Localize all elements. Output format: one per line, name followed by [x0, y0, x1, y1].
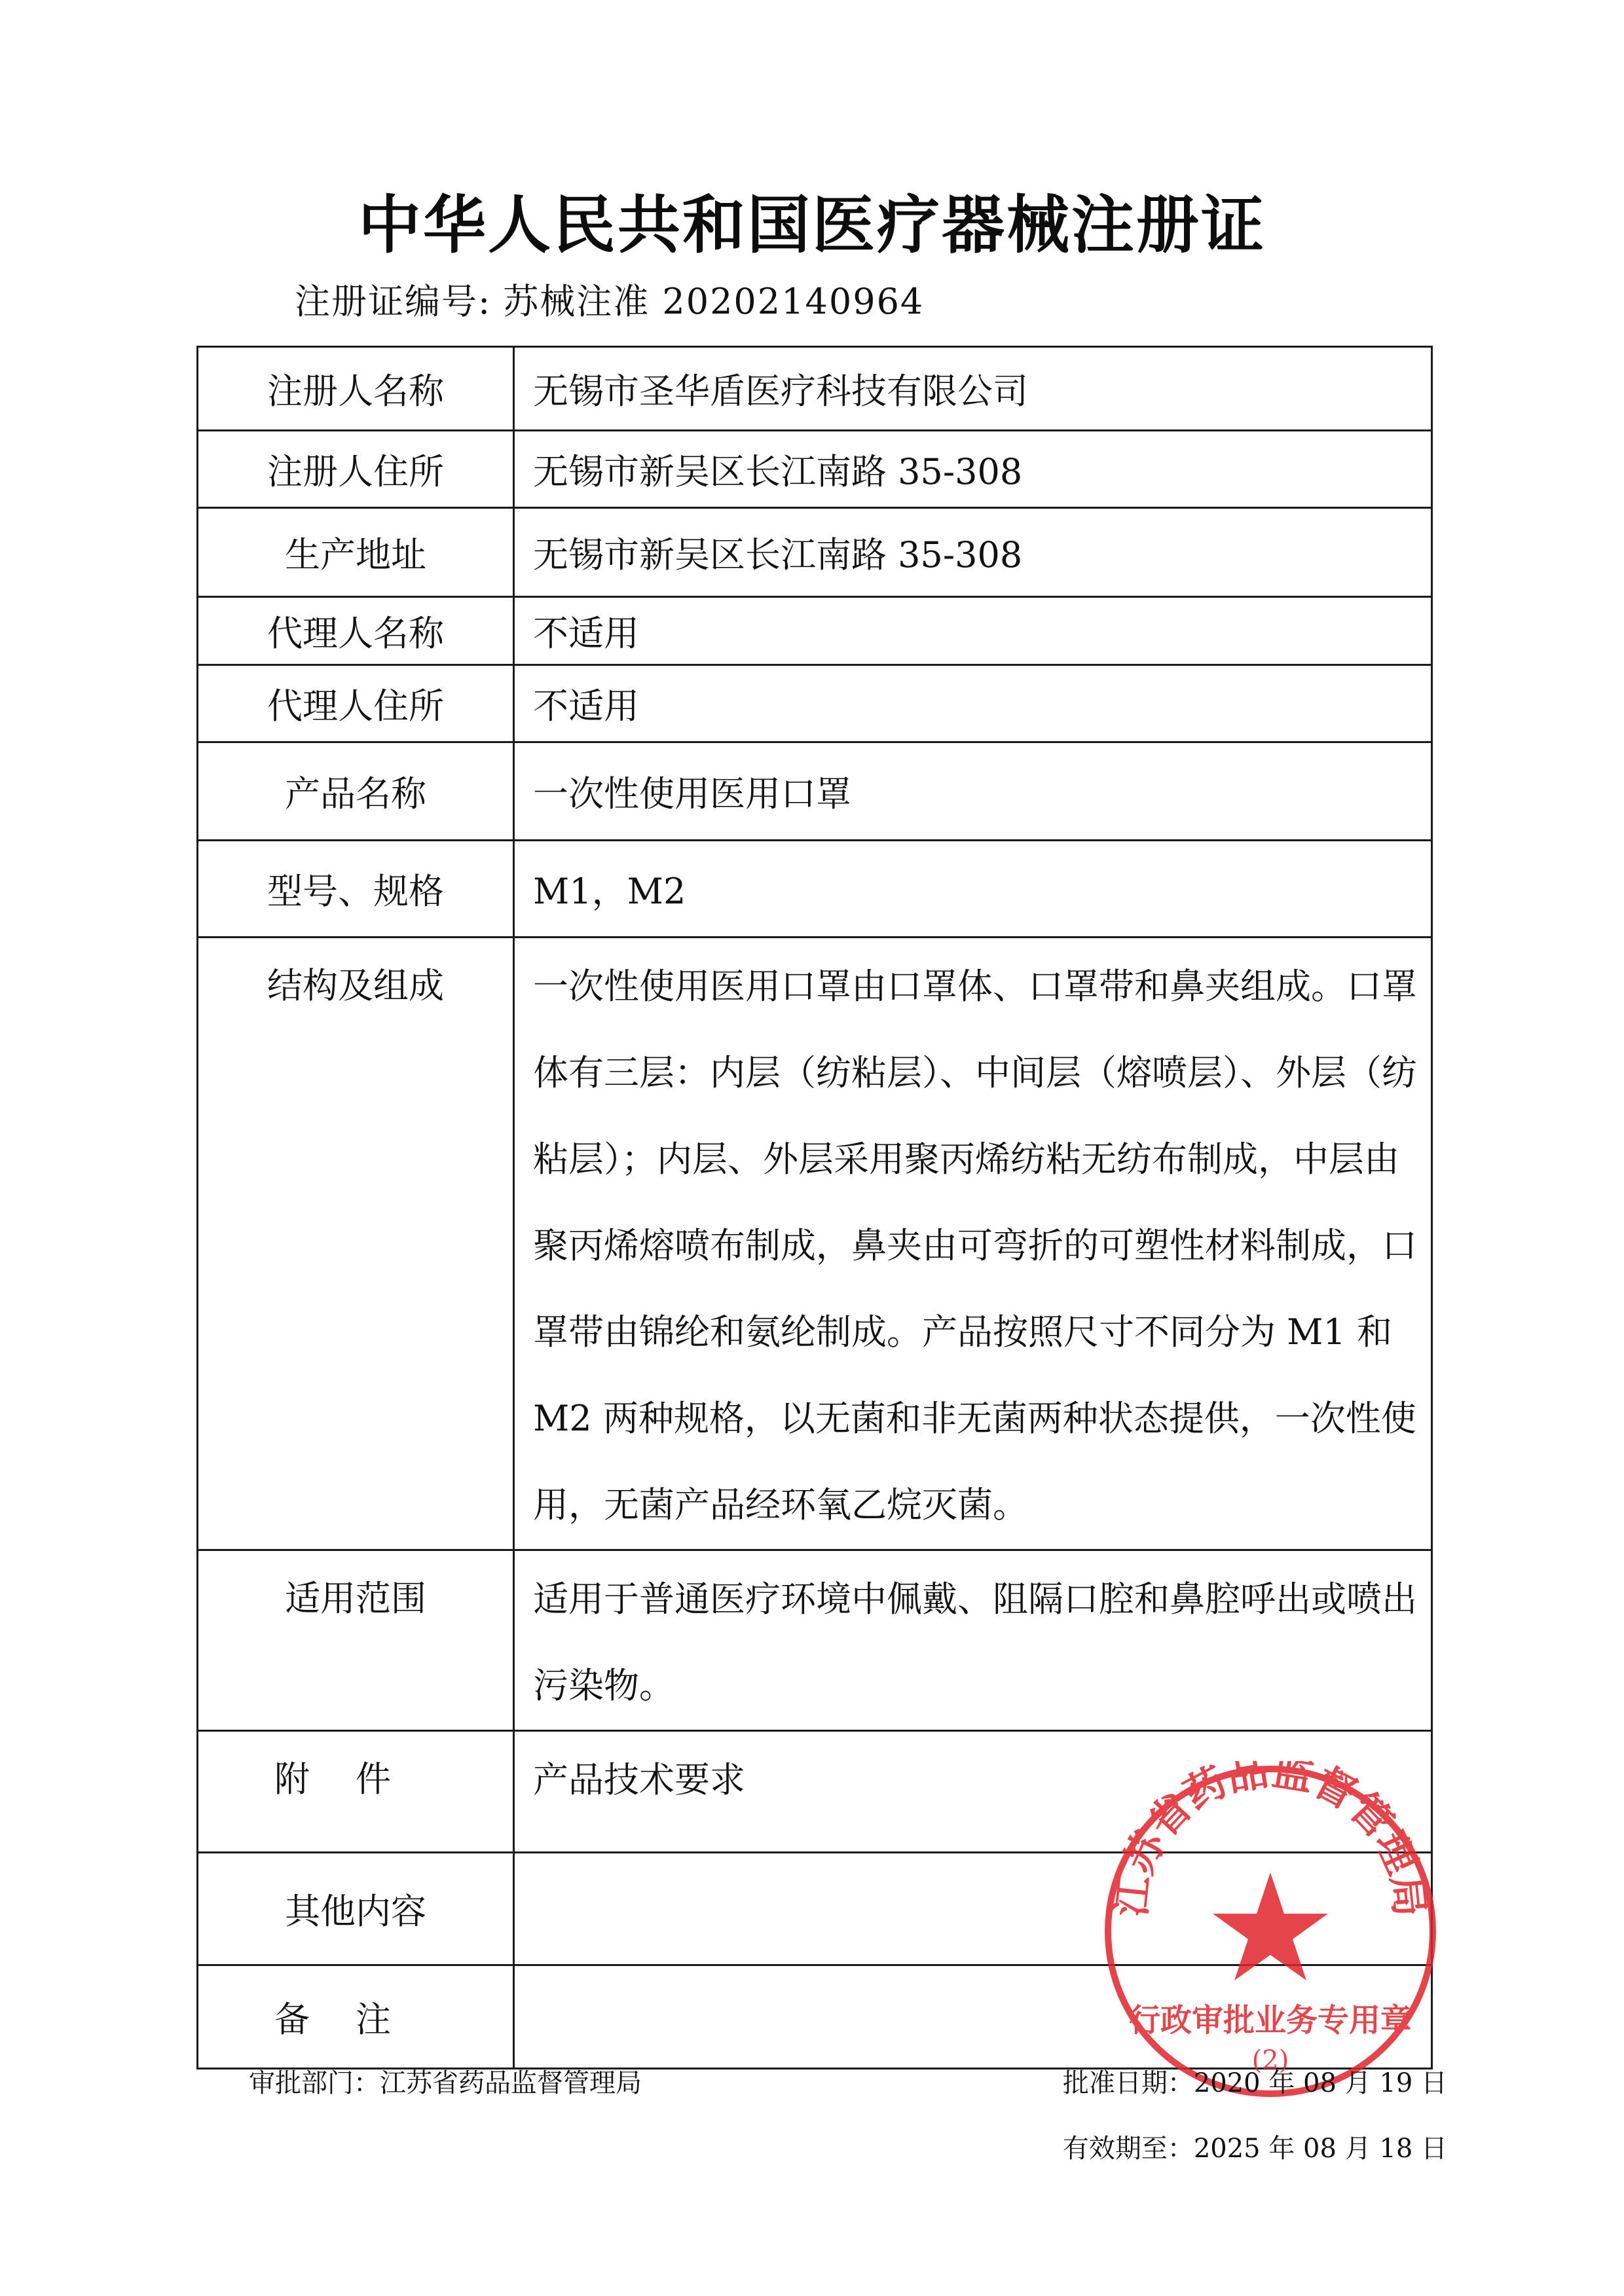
certificate-title: 中华人民共和国医疗器械注册证 — [358, 188, 1266, 262]
row-value: M1，M2 — [514, 841, 1432, 938]
table-row — [198, 1550, 1432, 1731]
row-value: 不适用 — [514, 665, 1432, 742]
official-seal — [1100, 1761, 1441, 2102]
row-label: 其他内容 — [198, 1853, 514, 1965]
approval-department: 审批部门：江苏省药品监督管理局 — [249, 2068, 642, 2098]
table-row — [198, 431, 1432, 508]
table-row — [198, 508, 1432, 597]
row-value: 无锡市新吴区长江南路 35-308 — [514, 508, 1432, 597]
svg-text:(2): (2) — [1251, 2045, 1289, 2075]
table-row — [198, 347, 1432, 431]
row-label: 结构及组成 — [198, 938, 514, 1550]
registration-number-label: 注册证编号: — [295, 281, 492, 322]
row-label: 备注 — [198, 1965, 514, 2069]
table-row — [198, 841, 1432, 938]
row-label: 代理人住所 — [198, 665, 514, 742]
row-value: 产品技术要求 — [514, 1731, 1432, 1853]
row-label: 型号、规格 — [198, 841, 514, 938]
row-label: 适用范围 — [198, 1550, 514, 1731]
svg-text:行政审批业务专用章: 行政审批业务专用章 — [1128, 2002, 1412, 2039]
table-row — [198, 742, 1432, 841]
svg-text:江苏省药品监督管理局: 江苏省药品监督管理局 — [1107, 1761, 1434, 1919]
row-value: 一次性使用医用口罩由口罩体、口罩带和鼻夹组成。口罩体有三层：内层（纺粘层）、中间层（熔喷层）、外层（纺粘层）；内层、外层采用聚丙烯纺粘无纺布制成，中层由聚丙烯熔喷布制成，鼻夹由可弯折的可塑性材料制成，口罩带由锦纶和氨纶制成。产品按照尺寸不同分为 M1 和 M2 两种规格，以无菌和非无菌两种状态提供，一次性使用，无菌产品经环氧乙烷灭菌。 — [514, 938, 1432, 1550]
row-label: 注册人住所 — [198, 431, 514, 508]
approval-date: 批准日期：2020 年 08 月 19 日 — [1062, 2068, 1447, 2098]
registration-number-line — [295, 274, 924, 324]
table-row — [198, 938, 1432, 1550]
row-value: 不适用 — [514, 597, 1432, 665]
table-row — [198, 597, 1432, 665]
row-label: 产品名称 — [198, 742, 514, 841]
row-label: 生产地址 — [198, 508, 514, 597]
row-value: 无锡市新吴区长江南路 35-308 — [514, 431, 1432, 508]
row-value: 一次性使用医用口罩 — [514, 742, 1432, 841]
registration-number-value: 苏械注准 20202140964 — [503, 281, 925, 322]
row-label: 代理人名称 — [198, 597, 514, 665]
row-value: 无锡市圣华盾医疗科技有限公司 — [514, 347, 1432, 431]
row-label: 附件 — [198, 1731, 514, 1853]
row-label: 注册人名称 — [198, 347, 514, 431]
valid-until: 有效期至：2025 年 08 月 18 日 — [1062, 2134, 1447, 2164]
row-value: 适用于普通医疗环境中佩戴、阻隔口腔和鼻腔呼出或喷出污染物。 — [514, 1550, 1432, 1731]
table-row — [198, 665, 1432, 742]
